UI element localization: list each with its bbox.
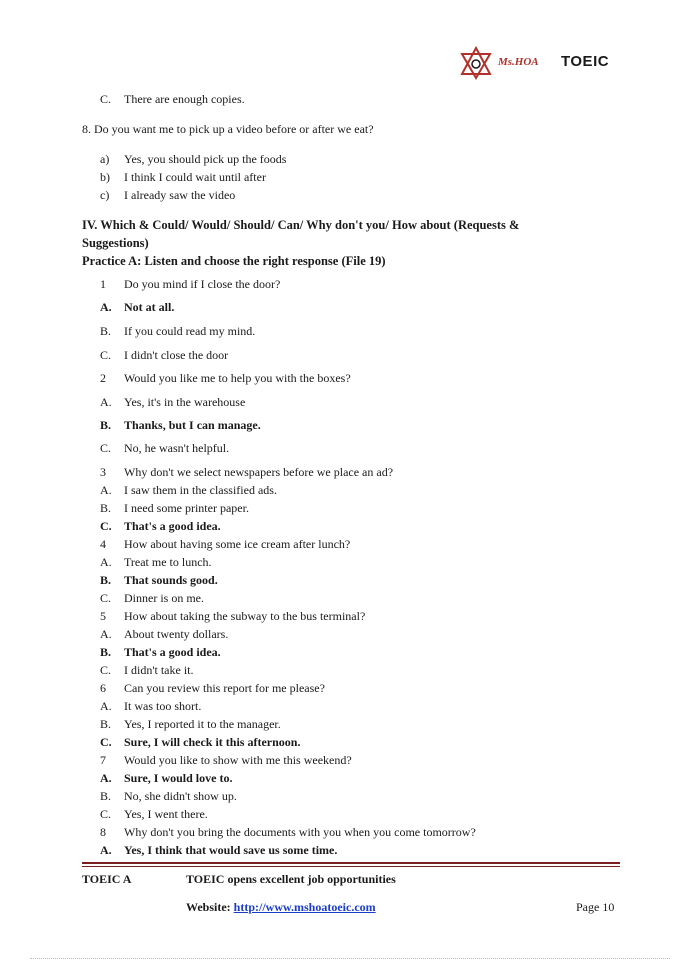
item-mark: 7 — [100, 753, 106, 767]
option-text: I think I could wait until after — [124, 170, 266, 184]
footer-divider — [82, 862, 620, 864]
item-text: Yes, I went there. — [124, 807, 208, 821]
item-text: If you could read my mind. — [124, 324, 256, 338]
item-text: Do you mind if I close the door? — [124, 277, 281, 291]
item-mark: A. — [100, 483, 112, 497]
website-label: Website: — [186, 900, 231, 914]
item-text: I didn't close the door — [124, 348, 229, 362]
item-text: Sure, I will check it this afternoon. — [124, 735, 301, 749]
item-mark: C. — [100, 807, 112, 821]
logo-toeic: TOEIC — [561, 53, 610, 70]
item-mark: C. — [100, 735, 112, 749]
option-mark: a) — [100, 152, 110, 166]
item-text: Why don't we select newspapers before we place an ad? — [124, 465, 394, 479]
footer-website — [186, 900, 376, 915]
item-text: Treat me to lunch. — [124, 555, 212, 569]
item-mark: C. — [100, 591, 112, 605]
item-mark: C. — [100, 519, 112, 533]
question-8: 8. Do you want me to pick up a video before or after we eat? — [82, 122, 374, 136]
footer-divider-thin — [82, 866, 620, 867]
item-text: Yes, it's in the warehouse — [124, 395, 246, 409]
item-mark: B. — [100, 418, 112, 432]
item-text: Sure, I would love to. — [124, 771, 233, 785]
item-text: No, he wasn't helpful. — [124, 441, 230, 455]
section-title-cont: Suggestions) — [82, 236, 149, 250]
item-mark: B. — [100, 324, 112, 338]
item-text: How about having some ice cream after lunch? — [124, 537, 351, 551]
item-mark: 8 — [100, 825, 106, 839]
item-text: That's a good idea. — [124, 645, 221, 659]
item-text: About twenty dollars. — [124, 627, 229, 641]
item-mark: A. — [100, 627, 112, 641]
item-mark: 4 — [100, 537, 106, 551]
page-number: Page 10 — [576, 900, 615, 914]
item-mark: A. — [100, 555, 112, 569]
item-text: I didn't take it. — [124, 663, 194, 677]
option-mark: b) — [100, 170, 110, 184]
item-text: That's a good idea. — [124, 519, 221, 533]
item-text: I saw them in the classified ads. — [124, 483, 277, 497]
item-text: It was too short. — [124, 699, 202, 713]
item-text: Yes, I think that would save us some time. — [124, 843, 338, 857]
item-mark: C. — [100, 441, 112, 455]
star-logo-icon — [456, 46, 500, 80]
section-title: IV. Which & Could/ Would/ Should/ Can/ Why don't you/ How about (Requests & — [82, 218, 520, 232]
footer-tagline: TOEIC opens excellent job opportunities — [186, 872, 396, 886]
item-text: No, she didn't show up. — [124, 789, 237, 803]
item-mark: A. — [100, 699, 112, 713]
item-text: I need some printer paper. — [124, 501, 249, 515]
logo-ms-hoa: Ms.HOA — [498, 56, 539, 68]
item-mark: 3 — [100, 465, 106, 479]
brand-logo — [456, 46, 621, 80]
item-mark: C. — [100, 348, 112, 362]
practice-heading: Practice A: Listen and choose the right response (File 19) — [82, 254, 386, 268]
item-text: Yes, I reported it to the manager. — [124, 717, 281, 731]
item-text: Dinner is on me. — [124, 591, 204, 605]
option-text: There are enough copies. — [124, 92, 245, 106]
item-text: Would you like me to help you with the boxes? — [124, 371, 351, 385]
item-text: Would you like to show with me this weekend? — [124, 753, 352, 767]
item-mark: 1 — [100, 277, 106, 291]
item-mark: A. — [100, 300, 112, 314]
item-mark: 5 — [100, 609, 106, 623]
item-mark: B. — [100, 573, 112, 587]
item-text: That sounds good. — [124, 573, 218, 587]
item-text: Not at all. — [124, 300, 175, 314]
item-mark: B. — [100, 645, 112, 659]
item-mark: B. — [100, 789, 112, 803]
option-text: I already saw the video — [124, 188, 236, 202]
website-link[interactable]: http://www.mshoatoeic.com — [233, 900, 376, 914]
page-edge — [30, 958, 670, 959]
item-mark: 2 — [100, 371, 106, 385]
item-mark: A. — [100, 395, 112, 409]
option-text: Yes, you should pick up the foods — [124, 152, 287, 166]
option-mark: C. — [100, 92, 112, 106]
item-mark: B. — [100, 501, 112, 515]
item-mark: 6 — [100, 681, 106, 695]
footer-left: TOEIC A — [82, 872, 132, 886]
item-mark: B. — [100, 717, 112, 731]
item-mark: A. — [100, 843, 112, 857]
item-mark: C. — [100, 663, 112, 677]
item-text: Thanks, but I can manage. — [124, 418, 261, 432]
item-text: How about taking the subway to the bus terminal? — [124, 609, 366, 623]
item-text: Can you review this report for me please? — [124, 681, 325, 695]
item-text: Why don't you bring the documents with you when you come tomorrow? — [124, 825, 476, 839]
option-mark: c) — [100, 188, 110, 202]
item-mark: A. — [100, 771, 112, 785]
